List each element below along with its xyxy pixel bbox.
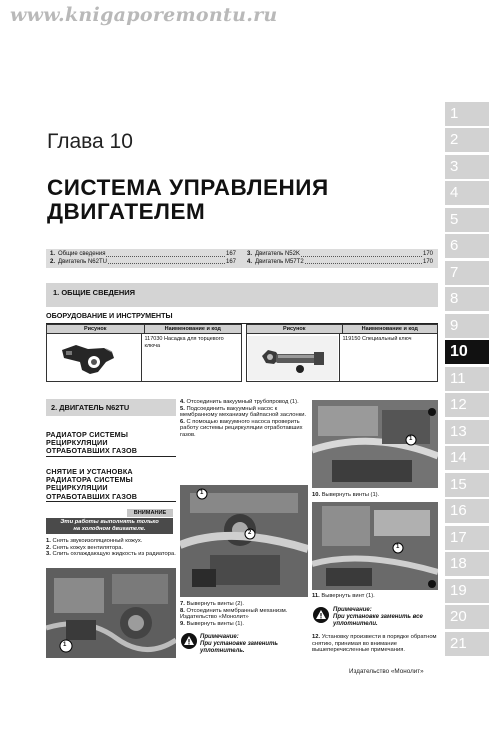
toc-entry[interactable] [50,251,236,259]
tab-chapter-21[interactable]: 21 [445,632,489,656]
attention-line: Эти работы выполнять только [60,519,159,525]
tab-chapter-11[interactable]: 11 [445,367,489,391]
tab-chapter-12[interactable]: 12 [445,393,489,417]
column-header-name: Наименование и код [342,325,438,333]
toc-text: Двигатель M57T2 [255,258,304,265]
tab-chapter-17[interactable]: 17 [445,526,489,550]
tab-chapter-4[interactable]: 4 [445,181,489,205]
warning-icon [313,607,329,623]
step-number: 9. [180,620,185,627]
tab-chapter-13[interactable]: 13 [445,420,489,444]
heading-line: СНЯТИЕ И УСТАНОВКА [46,467,133,476]
toc-entry[interactable] [247,259,433,267]
toc-text: Двигатель N52K [255,251,300,257]
toc-number: 2. [50,258,56,265]
step-text: Вывернуть винты (2). [186,601,244,607]
toc-page: 170 [422,251,433,257]
steps-list [180,601,308,627]
step [46,545,176,552]
callout-label: 1 [200,490,204,496]
engine-photo [46,568,176,658]
step-number: 8. [180,607,185,614]
page-footer: Издательство «Монолит» [349,668,424,675]
column-header-name: Наименование и код [144,325,242,333]
tool-name: 119150 Специальный ключ [339,334,438,381]
tab-chapter-8[interactable]: 8 [445,287,489,311]
step [312,593,438,600]
column-header-picture: Рисунок [83,326,107,332]
step [312,492,438,499]
callout-label: 1 [63,642,67,648]
special-wrench-image [247,334,339,381]
step-text: С помощью вакуумного насоса проверить работу системы рециркуляции отработавших газов. [180,418,303,438]
step-text: Отсоединить вакуумный трубопровод (1). [186,399,299,405]
step-number: 7. [180,601,185,607]
engine-bolts-photo [312,400,438,488]
toc-page: 167 [225,258,236,265]
toc-text: Двигатель N62TU [58,258,107,265]
subsection-heading [46,431,176,457]
chapter-title-line: ДВИГАТЕЛЕМ [47,199,206,224]
heading-line: ОТРАБОТАВШИХ ГАЗОВ [46,491,138,501]
step [180,399,308,406]
attention-tag: ВНИМАНИЕ [127,509,173,517]
note-text: При установке заменить уплотнитель. [200,641,278,654]
step [180,419,308,439]
tab-chapter-14[interactable]: 14 [445,446,489,470]
step [180,608,308,621]
step-number: 11. [312,593,320,599]
note-text: При установке заменить все уплотнители. [333,614,423,627]
manifold-photo [312,502,438,590]
step-number: 5. [180,405,185,412]
step-number: 3. [46,551,51,558]
subsection-heading: ОБОРУДОВАНИЕ И ИНСТРУМЕНТЫ [46,311,438,324]
step-text: Установку произвести в порядке обратном снятию, принимая во внимание вышеперечисленные примечания. [312,634,437,654]
step-text: Вывернуть винт (1). [321,593,375,599]
note-block [200,634,308,655]
note-title: Примечание: [200,634,239,640]
attention-note [46,518,173,534]
callout-label: 1 [396,544,400,550]
step-number: 4. [180,399,185,405]
step-text: Вывернуть винты (1). [321,492,380,498]
step [46,538,176,545]
step [46,551,176,558]
column-header-picture: Рисунок [282,326,306,332]
tab-chapter-3[interactable]: 3 [445,155,489,179]
chapter-title-line: СИСТЕМА УПРАВЛЕНИЯ [47,175,329,200]
step-text: Отсоединить мембранный механизм. Издательство «Монолит» [180,607,288,621]
toc-number: 4. [247,258,253,265]
toc-number: 1. [50,251,56,257]
tab-chapter-19[interactable]: 19 [445,579,489,603]
tab-chapter-5[interactable]: 5 [445,208,489,232]
tool-table [246,324,438,382]
step-number: 6. [180,418,185,425]
heading-line: ОТРАБОТАВШИХ ГАЗОВ [46,446,138,456]
toc-text: Общие сведения [58,251,106,257]
chapter-label: Глава 10 [47,130,133,153]
step [180,406,308,419]
steps-list [180,399,308,439]
tab-chapter-9[interactable]: 9 [445,314,489,338]
toc-number: 3. [247,251,253,257]
procedure-heading [46,468,176,502]
tab-chapter-20[interactable]: 20 [445,605,489,629]
socket-tool-image [47,334,141,381]
heading-line: РЕЦИРКУЛЯЦИИ [46,483,108,493]
tab-chapter-2[interactable]: 2 [445,128,489,152]
step-text: Снять кожух вентилятора. [52,544,124,551]
steps-list [46,538,176,558]
toc-entry[interactable] [50,259,236,267]
tab-chapter-1[interactable]: 1 [445,102,489,126]
callout-label: 1 [409,436,413,442]
step-text: Подсоединить вакуумный насос к мембранному механизму байпасной заслонки. [180,405,307,419]
tab-chapter-6[interactable]: 6 [445,234,489,258]
chapter-title [47,176,329,224]
callout-label: 2 [248,530,252,536]
watermark: www.knigaporemontu.ru [10,4,278,26]
heading-line: РАДИАТОРА СИСТЕМЫ [46,475,133,485]
step-text: Снять звукоизоляционный кожух. [52,538,143,544]
tool-table [46,324,242,382]
warning-icon [181,633,197,649]
step [180,601,308,608]
step-text: Вывернуть винты (1). [186,620,244,627]
step-text: Слить охлаждающую жидкость из радиатора. [52,551,176,558]
tab-chapter-18[interactable]: 18 [445,552,489,576]
heading-line: РАДИАТОР СИСТЕМЫ [46,430,129,439]
step-number: 2. [46,544,51,551]
attention-line: на холодном двигателе. [73,526,146,532]
note-block [333,607,438,628]
tab-chapter-16[interactable]: 16 [445,499,489,523]
step-number: 1. [46,538,51,544]
section-heading: 1. ОБЩИЕ СВЕДЕНИЯ [46,283,438,307]
step-number: 12. [312,634,321,640]
step [180,621,308,628]
toc-page: 167 [225,251,236,257]
toc-entry[interactable] [247,251,433,259]
toc-page: 170 [422,258,433,265]
step-number: 10. [312,492,321,498]
heading-line: РЕЦИРКУЛЯЦИИ [46,438,108,448]
tab-chapter-7[interactable]: 7 [445,261,489,285]
exhaust-recirculation-photo [180,485,308,597]
table-of-contents [46,249,438,268]
tab-chapter-10[interactable]: 10 [445,340,489,364]
tool-name: 117030 Насадка для торцевого ключа [141,334,242,381]
note-title: Примечание: [333,607,372,613]
step [312,634,438,654]
section-heading: 2. ДВИГАТЕЛЬ N62TU [46,399,176,416]
tab-chapter-15[interactable]: 15 [445,473,489,497]
